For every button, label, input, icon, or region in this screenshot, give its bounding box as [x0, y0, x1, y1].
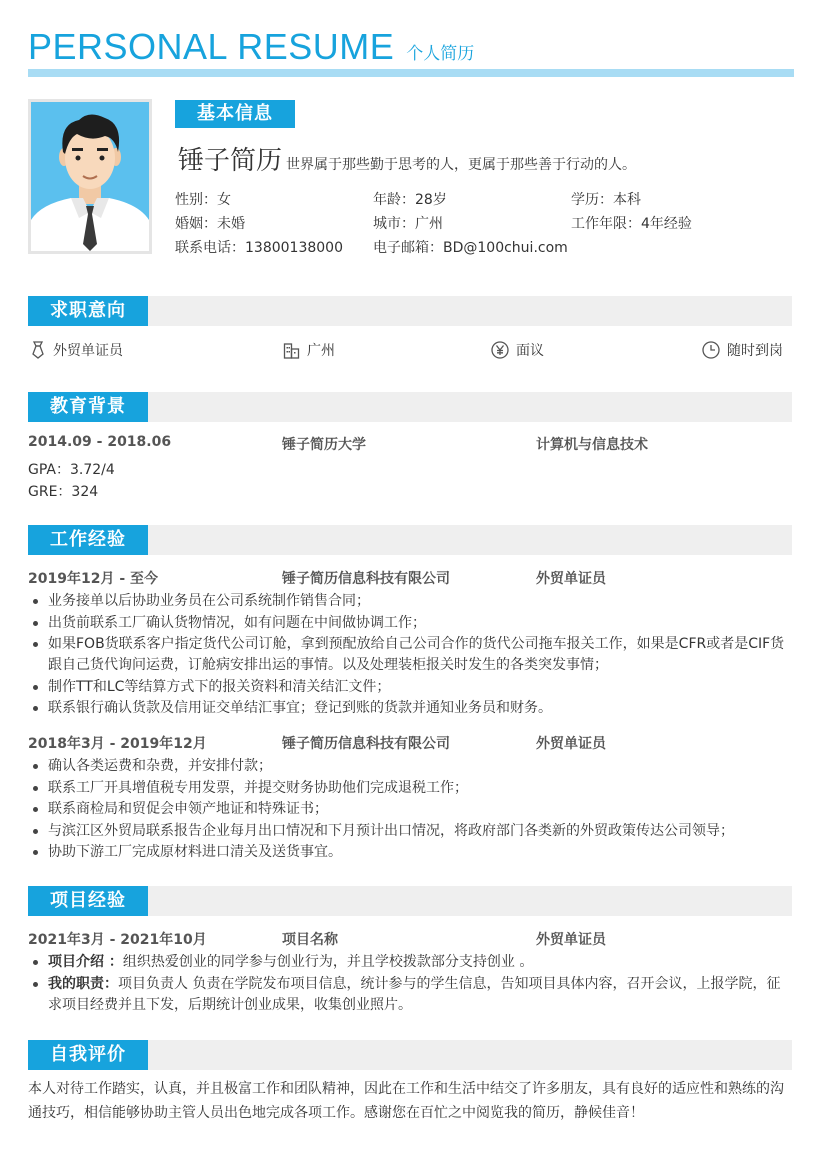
section-tag-self: 自我评价 [28, 1040, 148, 1070]
section-bar-education [28, 392, 792, 422]
info-marital: 婚姻：未婚 [175, 216, 245, 232]
tie-icon [30, 341, 46, 359]
list-item: 出货前联系工厂确认货物情况，如有问题在中间做协调工作； [28, 613, 794, 634]
list-item: 联系工厂开具增值税专用发票，并提交财务协助他们完成退税工作； [28, 778, 794, 799]
intent-availability [702, 340, 783, 360]
clock-icon [702, 341, 720, 359]
project-role: 外贸单证员 [536, 932, 606, 948]
section-tag-education: 教育背景 [28, 392, 148, 422]
info-gender: 性别：女 [175, 192, 231, 208]
job-period: 2018年3月 - 2019年12月 [28, 736, 207, 752]
intent-city-label: 广州 [307, 343, 335, 359]
job-title: 外贸单证员 [536, 571, 606, 587]
info-phone: 联系电话：13800138000 [175, 240, 343, 256]
project-intro-label: 项目介绍 ： [48, 954, 123, 970]
section-bar-intent [28, 296, 792, 326]
list-item: 与滨江区外贸局联系报告企业每月出口情况和下月预计出口情况，将政府部门各类新的外贸政策传达公司领导； [28, 821, 794, 842]
education-school: 锤子简历大学 [282, 437, 366, 453]
project-period: 2021年3月 - 2021年10月 [28, 932, 207, 948]
list-item: 联系银行确认货款及信用证交单结汇事宜；登记到账的货款并通知业务员和财务。 [28, 698, 794, 719]
info-age: 年龄：28岁 [373, 192, 447, 208]
avatar [28, 99, 152, 254]
section-bar-work [28, 525, 792, 555]
list-item: 确认各类运费和杂费，并安排付款； [28, 756, 794, 777]
education-major: 计算机与信息技术 [536, 437, 648, 453]
job-company: 锤子简历信息科技有限公司 [282, 736, 450, 752]
building-icon [283, 342, 300, 359]
intent-position [30, 340, 123, 360]
info-work-years: 工作年限：4年经验 [571, 216, 692, 232]
candidate-name: 锤子简历 [178, 146, 283, 176]
intent-availability-label: 随时到岗 [727, 343, 783, 359]
section-tag-work: 工作经验 [28, 525, 148, 555]
project-bullets [28, 952, 794, 1016]
project-duty-label: 我的职责： [48, 975, 118, 992]
education-gpa: GPA：3.72/4 [28, 462, 115, 478]
info-city: 城市：广州 [373, 216, 443, 232]
job-bullets [28, 756, 794, 864]
education-gre: GRE：324 [28, 484, 99, 500]
header-underline [28, 69, 794, 77]
project-intro-text: 组织热爱创业的同学参与创业行为，并且学校拨款部分支持创业 。 [122, 954, 534, 970]
list-item: 如果FOB货联系客户指定货代公司订舱，拿到预配放给自己公司合作的货代公司拖车报关工作，如果是CFR或者是CIF货跟自己货代询问运费，订舱病安排出运的事情。以及处理装柜报关时发生的各类突发事情； [28, 634, 794, 676]
intent-position-label: 外贸单证员 [53, 343, 123, 359]
job-period: 2019年12月 - 至今 [28, 571, 159, 587]
list-item: 制作TT和LC等结算方式下的报关资料和清关结汇文件； [28, 677, 794, 698]
intent-city [283, 340, 335, 360]
name-row [178, 140, 636, 177]
intent-salary-label: 面议 [516, 343, 544, 359]
job-title: 外贸单证员 [536, 736, 606, 752]
project-intro [28, 952, 794, 973]
list-item: 协助下游工厂完成原材料进口清关及送货事宜。 [28, 842, 794, 863]
intent-salary [491, 340, 544, 360]
yen-icon [491, 341, 509, 359]
self-evaluation-text: 本人对待工作踏实，认真，并且极富工作和团队精神，因此在工作和生活中结交了许多朋友，具有良好的适应性和熟练的沟通技巧，相信能够协助主管人员出色地完成各项工作。感谢您在百忙之中阅览我的简历，静候佳音！ [28, 1081, 784, 1121]
list-item: 业务接单以后协助业务员在公司系统制作销售合同； [28, 591, 794, 612]
job-company: 锤子简历信息科技有限公司 [282, 571, 450, 587]
info-empty [571, 238, 775, 259]
title-en: PERSONAL RESUME [28, 26, 395, 67]
section-tag-basic-info: 基本信息 [175, 100, 295, 128]
info-email[interactable]: 电子邮箱：BD@100chui.com [373, 240, 568, 256]
project-duty-text: 项目负责人 负责在学院发布项目信息，统计参与的学生信息，告知项目具体内容，召开会议，上报学院，征求项目经费并且下发，后期统计创业成果，收集创业照片。 [48, 975, 781, 1013]
section-bar-project [28, 886, 792, 916]
motto: 世界属于那些勤于思考的人，更属于那些善于行动的人。 [286, 157, 637, 173]
intent-row [30, 340, 790, 364]
resume-header [28, 26, 474, 68]
project-name: 项目名称 [282, 932, 338, 948]
education-period: 2014.09 - 2018.06 [28, 434, 172, 450]
info-education: 学历：本科 [571, 192, 641, 208]
section-tag-intent: 求职意向 [28, 296, 148, 326]
title-cn: 个人简历 [406, 44, 475, 64]
section-bar-self [28, 1040, 792, 1070]
section-tag-project: 项目经验 [28, 886, 148, 916]
job-bullets [28, 591, 794, 720]
list-item: 联系商检局和贸促会申领产地证和特殊证书； [28, 799, 794, 820]
basic-info-grid [175, 190, 775, 259]
project-duty [28, 974, 794, 1016]
